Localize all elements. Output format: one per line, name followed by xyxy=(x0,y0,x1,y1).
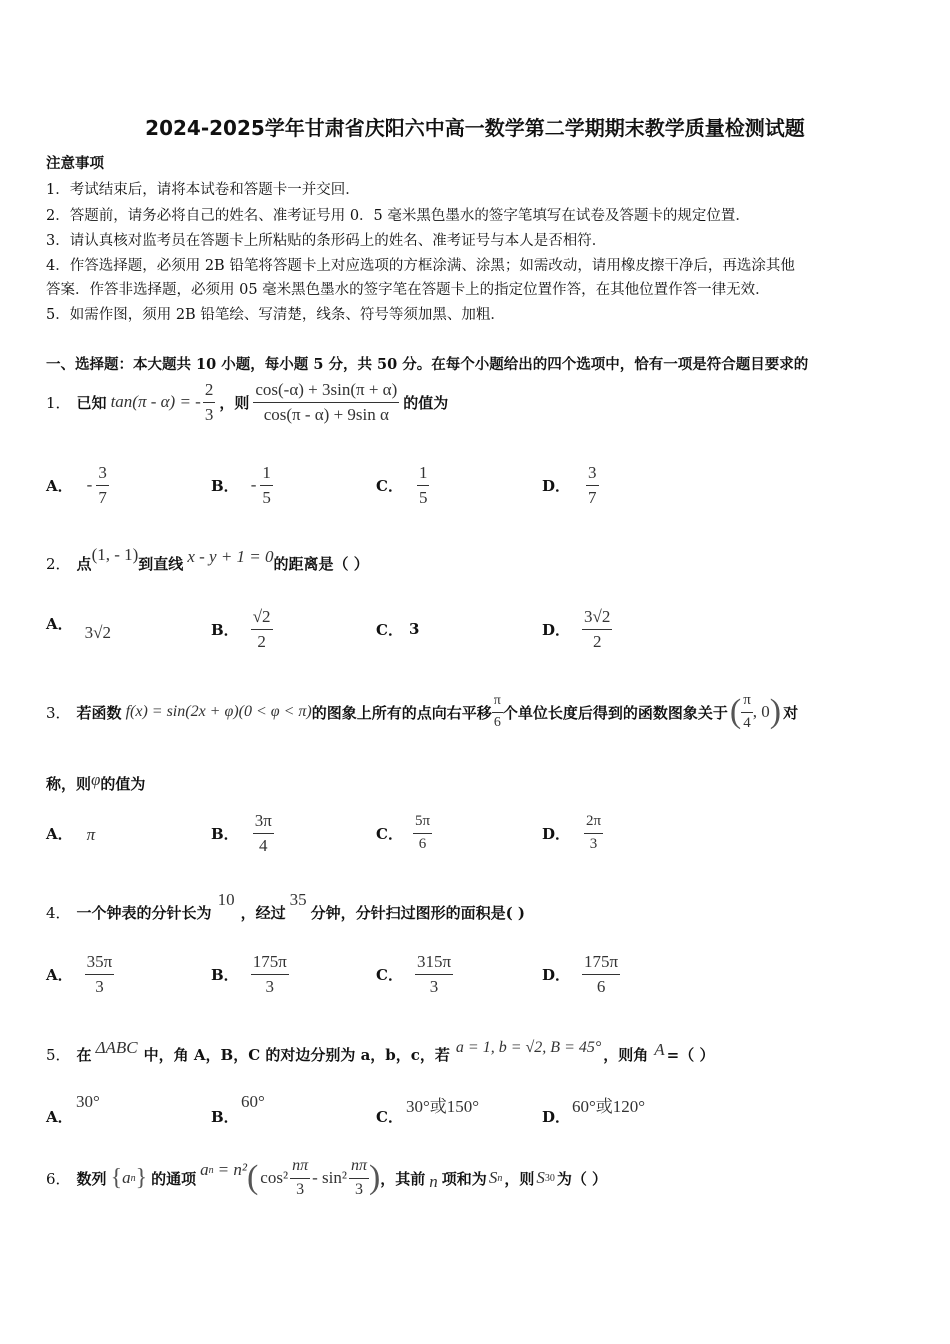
fraction: $\frac{\cos(-\alpha) + 3\sin(\pi + \alpha)}{\text{cos(π - α) + 9sin α}}$ xyxy=(255,379,398,424)
option-a[interactable]: A． - $\frac{3}{7}$ xyxy=(46,462,107,507)
option-b[interactable]: B． $\frac{√2}{2}$ xyxy=(211,606,271,651)
option-a[interactable]: A． $\frac{35\pi}{3}$ xyxy=(46,951,113,996)
question-2: 2． 点 (1, - 1) 到直线 x - y + 1 = 0 的距离是（ ） xyxy=(46,545,369,573)
question-1 xyxy=(46,378,448,426)
question-4-options xyxy=(46,947,906,1001)
notice-line: 2．答题前，请务必将自己的姓名、准考证号用 0．5 毫米黑色墨水的签字笔填写在试卷及答题卡的规定位置． xyxy=(46,208,750,224)
question-text: 的值为 xyxy=(403,393,449,412)
option-b[interactable]: B． $\frac{3\pi}{4}$ xyxy=(211,810,272,855)
fraction: $\frac{2}{3}$ xyxy=(204,379,214,424)
notice-line: 1．考试结束后，请将本试卷和答题卡一并交回． xyxy=(46,182,360,198)
option-c[interactable]: C． $\frac{1}{5}$ xyxy=(376,462,428,507)
option-a[interactable]: A． π xyxy=(46,824,96,844)
question-2-options xyxy=(46,602,906,656)
page-title: 2024-2025学年甘肃省庆阳六中高一数学第二学期期末教学质量检测试题 xyxy=(145,116,805,140)
option-d[interactable]: D． $\frac{3√2}{2}$ xyxy=(542,606,611,651)
option-c[interactable]: C． $\frac{5\pi}{6}$ xyxy=(376,813,431,852)
notice-line: 5．如需作图，须用 2B 铅笔绘、写清楚，线条、符号等须加黑、加粗． xyxy=(46,307,505,323)
option-b[interactable]: B． $\frac{175\pi}{3}$ xyxy=(211,951,287,996)
notice-line: 3．请认真核对监考员在答题卡上所粘贴的条形码上的姓名、准考证号与本人是否相符． xyxy=(46,233,607,249)
notice-line: 答案．作答非选择题，必须用 05 毫米黑色墨水的签字笔在答题卡上的指定位置作答，在其他位置作答一律无效． xyxy=(46,282,770,298)
notice-heading: 注意事项 xyxy=(46,155,104,172)
question-1-options xyxy=(46,460,906,510)
option-d[interactable]: D． $\frac{175\pi}{6}$ xyxy=(542,951,619,996)
question-5: 5． 在 ΔABC 中，角 A，B，C 的对边分别为 a，b，c，若 a = 1, b = √2, B = 45° ，则角 A =（ ） xyxy=(46,1038,715,1064)
option-a[interactable]: A． 3√2 xyxy=(46,614,111,642)
question-5-options: A． 30° B． 60° C． 30°或150° D． 60°或120° xyxy=(46,1092,646,1126)
question-text: ，则 xyxy=(219,393,250,412)
question-3-continued: 称，则 φ 的值为 xyxy=(46,769,146,793)
option-b[interactable]: B． - $\frac{1}{5}$ xyxy=(211,462,271,507)
section-heading: 一、选择题：本大题共 10 小题，每小题 5 分，共 50 分。在每个小题给出的四个选项中，恰有一项是符合题目要求的 xyxy=(46,356,809,373)
option-c[interactable]: C． $\frac{315\pi}{3}$ xyxy=(376,951,452,996)
option-d[interactable]: D． $\frac{2\pi}{3}$ xyxy=(542,813,602,852)
question-6: 6． 数列 { a n } 的通项 a $_n$ = n² ( cos² $\frac{n\pi}{3}$ - sin² $\frac{n\pi}{3}$ ) ，其前 n 项和为 S n ，则 S 30 为（ ） xyxy=(46,1157,608,1198)
question-3: 3． 若函数 f(x) = sin(2x + φ)(0 < φ < π) 的图象上所有的点向右平移 $\frac{\pi}{6}$ 个单位长度后得到的函数图象关于 ( $\frac{\pi}{4}$ , 0 ) 对 xyxy=(46,692,799,731)
math-expression: tan(π - α) = - xyxy=(110,392,201,411)
question-number: 1． xyxy=(46,393,71,412)
option-d[interactable]: D． $\frac{3}{7}$ xyxy=(542,462,597,507)
option-c[interactable]: C． 3 xyxy=(376,620,420,639)
question-text: 已知 xyxy=(76,393,107,412)
notice-line: 4．作答选择题，必须用 2B 铅笔将答题卡上对应选项的方框涂满、涂黑；如需改动，请用橡皮擦干净后，再选涂其他 xyxy=(46,258,795,274)
question-4: 4． 一个钟表的分针长为 10 ，经过 35 分钟，分针扫过图形的面积是( ) xyxy=(46,890,525,922)
question-3-options xyxy=(46,806,906,860)
